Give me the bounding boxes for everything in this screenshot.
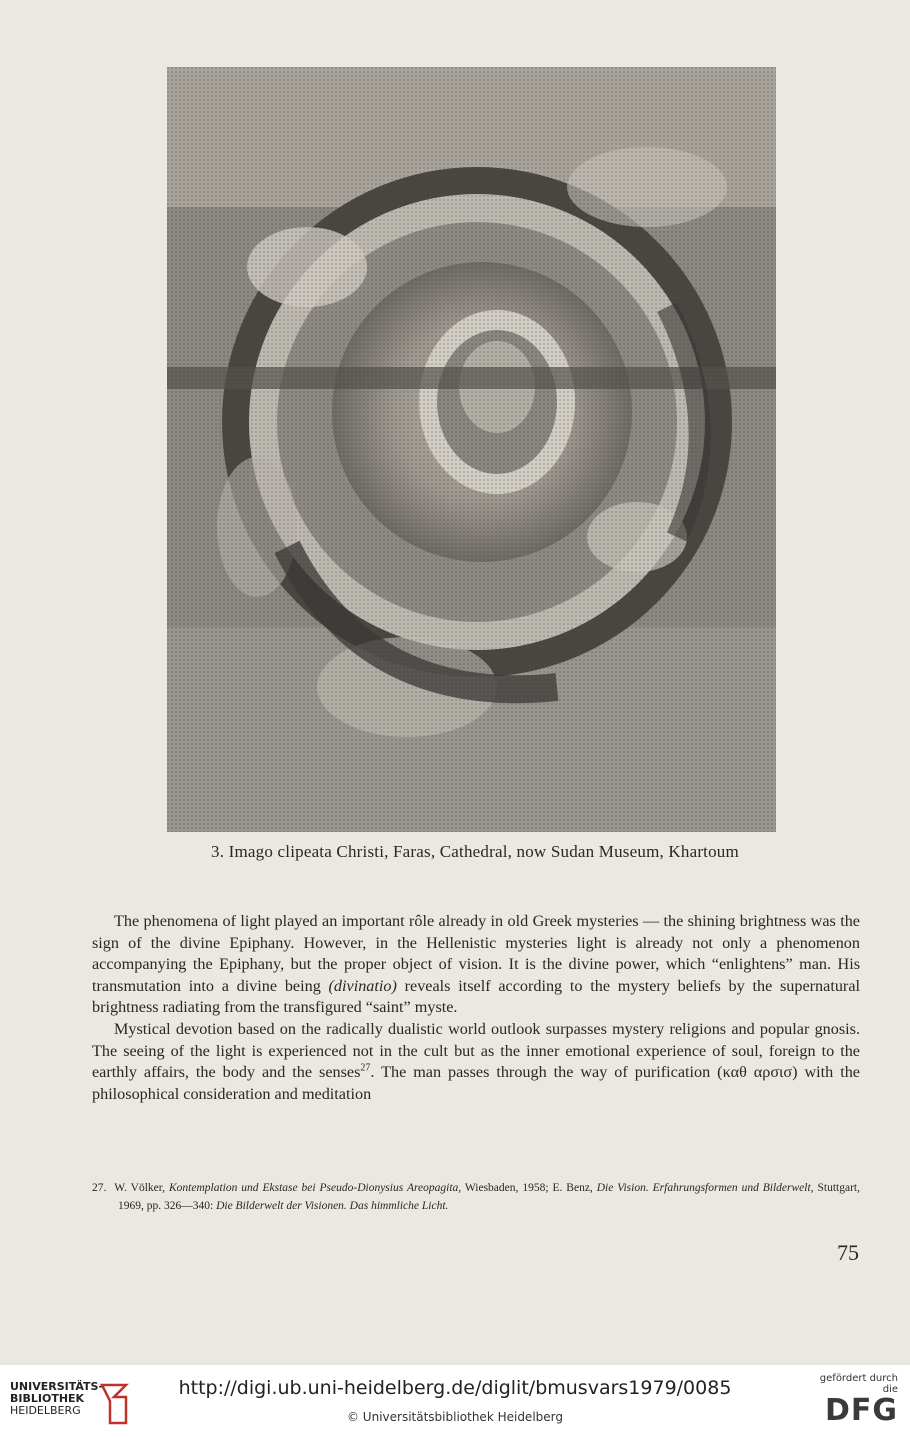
- footnote-text-2: , Wiesbaden, 1958; E. Benz,: [458, 1182, 597, 1194]
- paragraph-2-text-a: Mystical devotion based on the radically dualistic world outlook surpasses mystery religions and popular gnosis. The seeing of the light is experienced not in the cult but as the inner emotional experience of soul, foreign to the earthly affairs, the body and the senses: [92, 1019, 860, 1082]
- footnote-title-2: Die Vision. Erfahrungsformen und Bilderwelt,: [596, 1182, 814, 1194]
- paragraph-2-text-b: . The man passes through the way of purification (καθ αρσισ) with the philosophical consideration and meditation: [92, 1063, 860, 1103]
- dfg-funding-logo[interactable]: [803, 1373, 898, 1427]
- paragraph-1-italic-term: (divinatio): [328, 976, 397, 995]
- figure-caption: 3. Imago clipeata Christi, Faras, Cathedral, now Sudan Museum, Khartoum: [211, 842, 739, 861]
- body-text: [92, 911, 860, 1105]
- paragraph-1: [92, 911, 860, 1019]
- permalink-url[interactable]: http://digi.ub.uni-heidelberg.de/diglit/bmusvars1979/0085: [178, 1377, 732, 1399]
- funded-by-label: gefördert durch die: [819, 1373, 898, 1395]
- paragraph-1-text-b: reveals itself according to the mystery beliefs by the supernatural brightness radiating from the transfigured “saint” myste.: [92, 976, 861, 1017]
- footnote-title-1: Kontemplation und Ekstase bei Pseudo-Dionysius Areopagita: [168, 1182, 459, 1194]
- library-name-line2: BIBLIOTHEK: [10, 1392, 85, 1405]
- page-number: 75: [837, 1240, 859, 1265]
- figure-photograph: [167, 67, 776, 832]
- paragraph-1-text-a: The phenomena of light played an important rôle already in old Greek mysteries — the shining brightness was the sign of the divine Epiphany. However, in the Hellenistic mysteries light is already not only a phenomenon accompanying the Epiphany, but the proper object of vision. It is the divine power, which “enlightens” man. His transmutation into a divine being: [92, 912, 860, 995]
- footnote-text-3: Stuttgart, 1969, pp. 326—340:: [118, 1182, 860, 1212]
- library-name-line1: UNIVERSITÄTS-: [10, 1380, 104, 1393]
- dfg-logo-text: DFG: [824, 1393, 898, 1428]
- library-name-line3: HEIDELBERG: [10, 1404, 81, 1417]
- paragraph-2: [92, 1019, 860, 1105]
- copyright-notice: © Universitätsbibliothek Heidelberg: [346, 1410, 563, 1424]
- footnote-number: 27.: [92, 1182, 107, 1194]
- imago-clipeata-photo: [167, 67, 776, 832]
- digitization-footer: [0, 1365, 910, 1437]
- footnote-ref-27[interactable]: 27: [360, 1062, 371, 1074]
- footnote-title-3: Die Bilderwelt der Visionen. Das himmliche Licht.: [216, 1200, 449, 1212]
- footnote-text-1: W. Völker,: [114, 1182, 169, 1194]
- footnote-27: [92, 1179, 860, 1215]
